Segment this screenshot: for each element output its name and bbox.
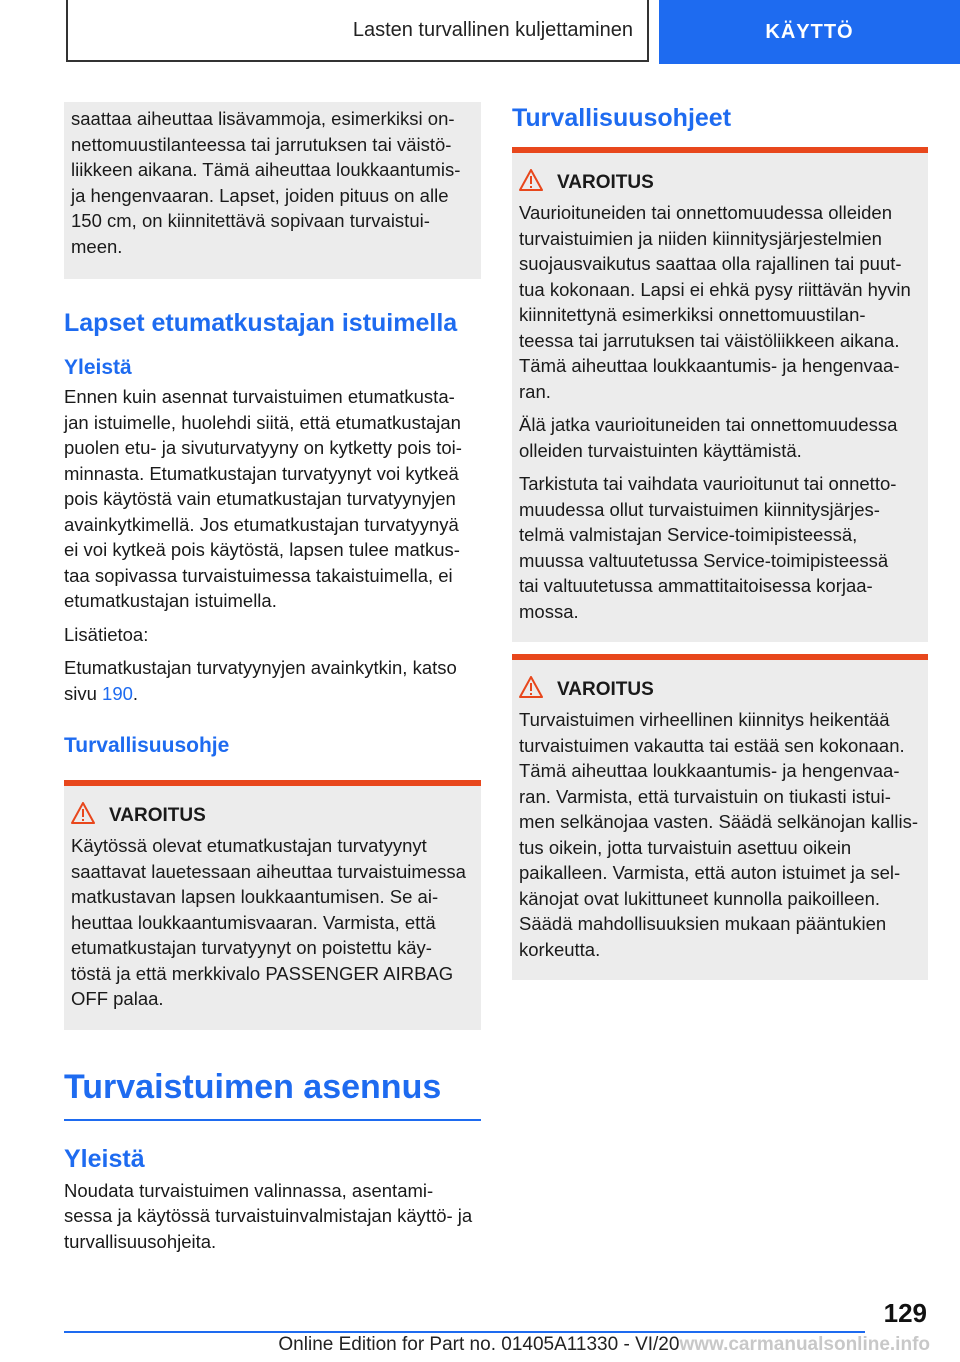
text-line: Turvaistuimen virheellinen kiinnitys heikentää — [519, 709, 890, 730]
text-line: men selkänojaa vasten. Säädä selkänojan kallis- — [519, 811, 919, 832]
text-line: turvallisuusohjeita. — [64, 1230, 217, 1252]
edition-text: Online Edition for Part no. 01405A11330 - VI/20 — [278, 1334, 680, 1355]
install-paragraph — [64, 1178, 481, 1255]
page-number: 129 — [883, 1298, 927, 1328]
text-line: telmä valmistajan Service-toimipisteessä, — [519, 524, 858, 545]
text-line: liikkeen aikana. Tämä aiheuttaa loukkaantumis- — [71, 159, 461, 180]
text-line: paikalleen. Varmista, että auton istuimet ja sel- — [519, 862, 901, 883]
chapter-label: KÄYTTÖ — [765, 20, 854, 43]
section-title: Lasten turvallinen kuljettaminen — [352, 18, 633, 41]
text-line: mossa. — [519, 600, 579, 622]
warning-title: VAROITUS — [109, 804, 206, 826]
text-line: olleiden turvaistuinten käyttämistä. — [519, 439, 802, 461]
text-line: kiinnitettynä esimerkiksi onnettomuustilan- — [519, 304, 866, 325]
text-line: Säädä mahdollisuuksien mukaan pääntukien — [519, 913, 887, 934]
heading-safety-note: Turvallisuusohje — [64, 734, 230, 757]
heading-front-seat: Lapset etumatkustajan istuimella — [64, 309, 458, 337]
text-line: heuttaa loukkaantumisvaaran. Varmista, että — [71, 911, 436, 933]
text-line: Tämä aiheuttaa loukkaantumis- ja hengenvaa- — [519, 355, 900, 376]
warning-title: VAROITUS — [557, 171, 654, 193]
text-line: minnasta. Etumatkustajan turvatyynyt voi kytkeä — [64, 462, 459, 484]
text-line: etumatkustajan istuimella. — [64, 590, 277, 611]
footer-rule — [64, 1331, 865, 1333]
text-line: Etumatkustajan turvatyynyjen avainkytkin, katso — [64, 657, 457, 678]
text-line: etumatkustajan turvatyynyt on poistettu käy- — [71, 937, 432, 958]
warning-title: VAROITUS — [557, 678, 654, 700]
text-line: taa sopivassa turvaistuimessa takaistuimella, ei — [64, 564, 453, 586]
text-line: turvaistuimien ja niiden kiinnitysjärjestelmien — [519, 227, 882, 249]
ref-suffix: . — [132, 682, 139, 704]
text-line: korkeutta. — [519, 938, 601, 960]
text-line: Vaurioituneiden tai onnettomuudessa olleiden — [519, 202, 893, 223]
text-line: saattavat lauetessaan aiheuttaa turvaistuimessa — [71, 860, 466, 882]
warning-triangle-icon — [71, 802, 95, 829]
text-line: ran. Varmista, että turvaistuin on tiukasti istui- — [519, 785, 891, 807]
text-line: Tarkistuta tai vaihdata vaurioitunut tai onnetto- — [519, 473, 897, 494]
text-line: töstä ja että merkkivalo PASSENGER AIRBAG — [71, 962, 454, 984]
warning-triangle-icon — [519, 676, 543, 703]
text-line: saattaa aiheuttaa lisävammoja, esimerkiksi on- — [71, 108, 455, 129]
text-line: jan istuimelle, huolehdi siitä, että etumatkustajan — [64, 411, 461, 433]
warning-paragraph — [519, 200, 920, 404]
warning-triangle-icon — [519, 169, 543, 196]
right-column — [512, 102, 928, 980]
heading-safety-instructions: Turvallisuusohjeet — [512, 104, 732, 132]
text-line: muussa valtuutetussa Service-toimipisteessä — [519, 549, 889, 571]
text-line: Ennen kuin asennat turvaistuimen etumatkusta- — [64, 386, 455, 407]
text-line: muudessa ollut turvaistuimen kiinnitysjärjes- — [519, 498, 880, 520]
text-line: puolen etu- ja sivuturvatyyny on kytketty pois toi- — [64, 437, 462, 458]
text-line: suojausvaikutus saattaa olla rajallinen tai puut- — [519, 253, 902, 274]
text-line: nettomuustilanteessa tai jarrutuksen tai väistö- — [71, 133, 452, 155]
text-line: Noudata turvaistuimen valinnassa, asentami- — [64, 1179, 434, 1201]
running-header — [66, 0, 649, 62]
warning-header — [519, 676, 920, 703]
text-line: Käytössä olevat etumatkustajan turvatyynyt — [71, 835, 427, 856]
text-line: 150 cm, on kiinnitettävä sopivaan turvaistui- — [71, 210, 430, 231]
text-line: ran. — [519, 380, 551, 402]
heading-general: Yleistä — [64, 356, 132, 379]
more-info-label: Lisätietoa: — [64, 623, 149, 645]
text-line: avainkytkimellä. Jos etumatkustajan turvatyynyä — [64, 513, 459, 535]
ref-prefix: sivu — [64, 682, 103, 704]
heading-rule — [64, 1119, 481, 1121]
text-line: tua kokonaan. Lapsi ei ehkä pysy riittävän hyvin — [519, 278, 911, 300]
warning-paragraph — [519, 412, 920, 463]
text-line: turvaistuimen vakautta tai estää sen kokonaan. — [519, 734, 905, 756]
text-line: ja hengenvaaran. Lapset, joiden pituus on alle — [71, 184, 449, 206]
page-link[interactable]: 190 — [102, 682, 133, 704]
warning-box — [512, 147, 928, 642]
text-line: matkustavan lapsen loukkaantumisen. Se ai- — [71, 886, 439, 907]
intro-note-box — [64, 102, 481, 279]
general-paragraph — [64, 384, 481, 614]
text-line: sessa ja käytössä turvaistuinvalmistajan käyttö- ja — [64, 1205, 473, 1226]
text-line: meen. — [71, 235, 123, 257]
footer — [0, 1334, 960, 1356]
watermark-text: www.carmanualsonline.info — [679, 1334, 930, 1355]
text-line: teessa tai jarrutuksen tai väistöliikkeen aikana. — [519, 329, 900, 351]
left-column — [64, 102, 481, 1254]
text-line: OFF palaa. — [71, 988, 164, 1009]
text-line: Tämä aiheuttaa loukkaantumis- ja hengenvaa- — [519, 760, 900, 781]
text-line: Älä jatka vaurioituneiden tai onnettomuudessa — [519, 414, 898, 435]
text-line: ei voi kytkeä pois käytöstä, lapsen tulee matkus- — [64, 539, 460, 560]
warning-box — [512, 654, 928, 980]
text-line: pois käytöstä vain etumatkustajan turvatyynyjen — [64, 488, 456, 509]
text-line: tai valtuutetussa ammattitaitoisessa korjaa- — [519, 575, 873, 596]
warning-paragraph — [519, 471, 920, 624]
heading-general-install: Yleistä — [64, 1144, 145, 1173]
cross-reference — [64, 655, 481, 706]
warning-header — [519, 169, 920, 196]
text-line: tus oikein, jotta turvaistuin asettuu oikein — [519, 836, 852, 858]
text-line: känojat ovat lukittuneet kunnolla paikoilleen. — [519, 887, 880, 909]
heading-installation: Turvaistuimen asennus — [64, 1067, 442, 1106]
warning-header — [71, 802, 473, 829]
chapter-tab[interactable] — [659, 0, 960, 64]
warning-box — [64, 780, 481, 1030]
